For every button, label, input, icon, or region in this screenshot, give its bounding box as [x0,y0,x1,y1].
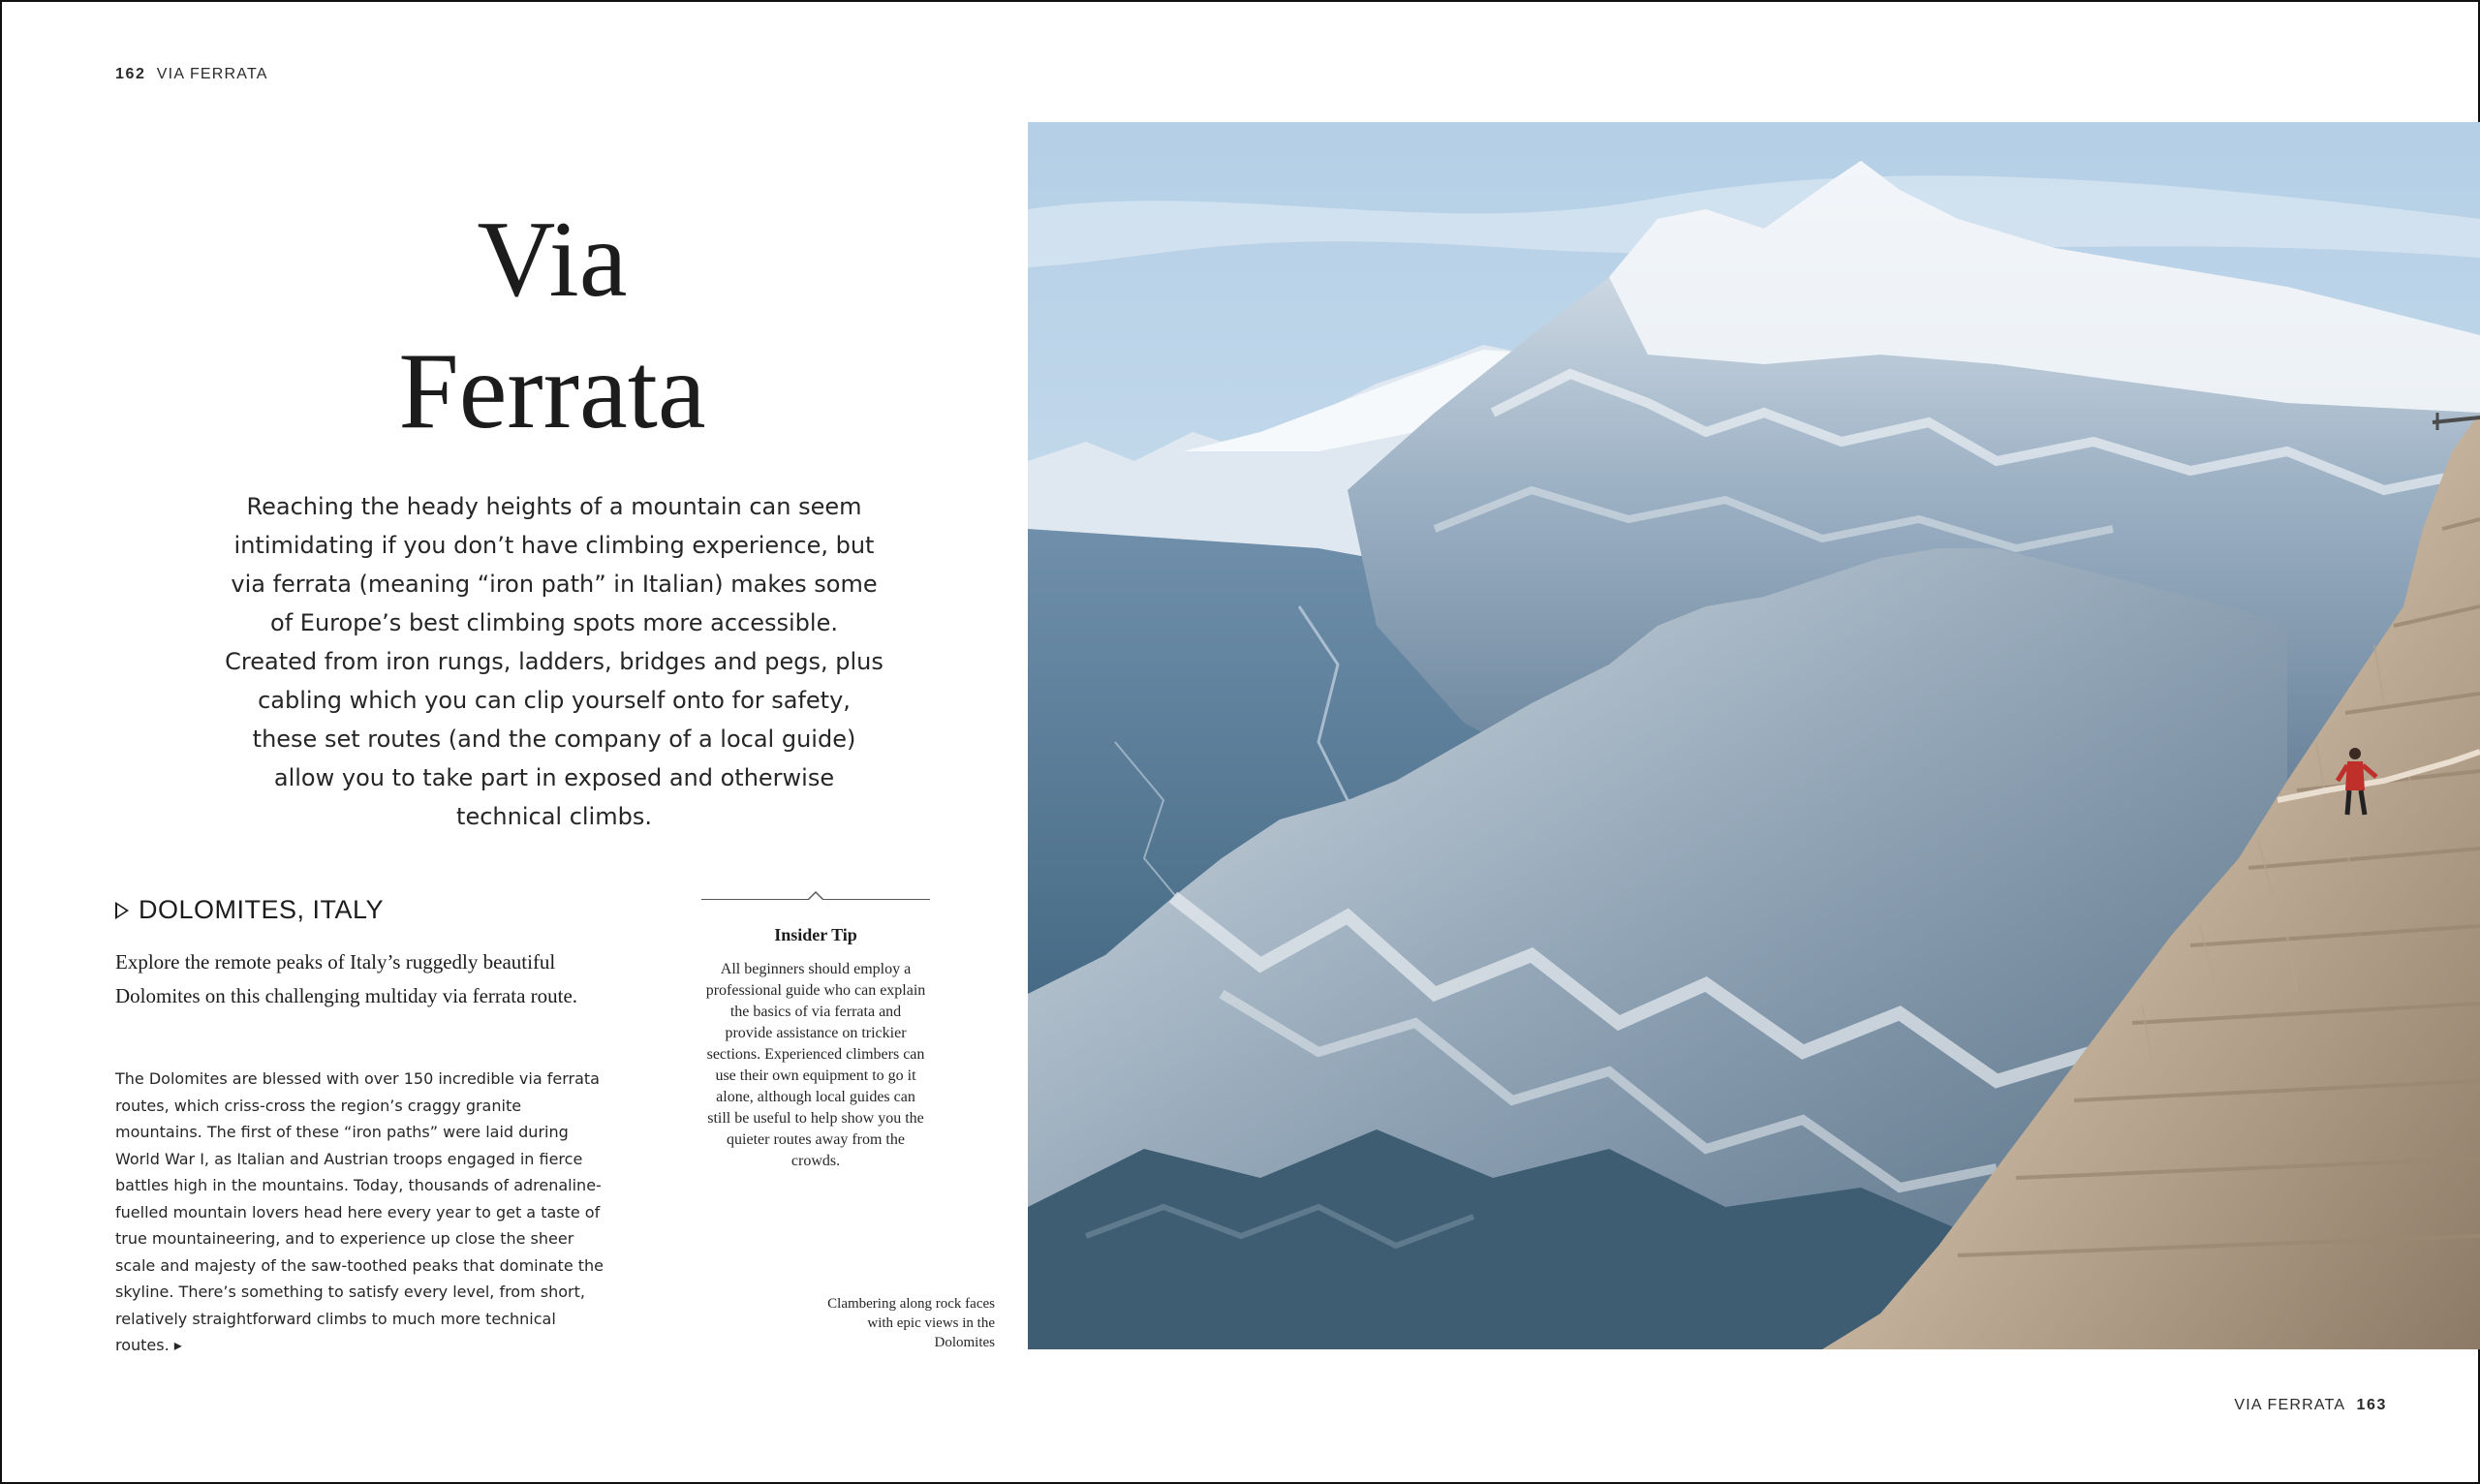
title-line-2: Ferrata [398,331,706,451]
insider-tip-body: All beginners should employ a professional guide who can explain the basics of via ferrata and provide assistance on trickier sections. Experienced climbers can use their own equipment to go it alone, although local guides can still be useful to help show you the quieter routes away from the crowds. [705,961,926,1169]
right-folio [2234,1397,2387,1414]
section-body: The Dolomites are blessed with over 150 incredible via ferrata routes, which criss-cross the region’s craggy granite mountains. The first of these “iron paths” were laid during World War I, as Italian and Austrian troops engaged in fierce battles high in the mountains. Today, thousands of adrenaline-fuelled mountain lovers head here every year to get a taste of true mountaineering, and to experience up close the sheer scale and majesty of the saw-toothed peaks that dominate the skyline. There’s something to satisfy every level, from short, relatively straightforward climbs to much more technical routes. ▸ [115,1069,604,1354]
left-folio [115,66,268,83]
section-heading [115,895,384,925]
title-line-1: Via [477,200,628,320]
intro-paragraph: Reaching the heady heights of a mountain can seem intimidating if you don’t have climbing experience, but via ferrata (meaning “iron path” in Italian) makes some of Europe’s best climbing spots more accessible. Created from iron rungs, ladders, bridges and pegs, plus cabling which you can clip yourself onto for safety, these set routes (and the company of a local guide) allow you to take part in exposed and otherwise technical climbs. [225,493,884,830]
insider-tip-box [701,899,930,1172]
section-heading-text: DOLOMITES, ITALY [139,895,385,924]
mountain-photo [1028,122,2480,1349]
photo-caption: Clambering along rock faces with epic views in the Dolomites [827,1296,995,1350]
insider-tip-title: Insider Tip [774,925,857,944]
tip-notch-icon [808,891,823,899]
left-running-title: VIA FERRATA [156,66,268,82]
page-title [339,194,765,457]
dolomites-landscape-illustration [1028,122,2480,1349]
right-page-number: 163 [2356,1397,2387,1413]
right-running-title: VIA FERRATA [2234,1397,2346,1413]
left-page-number: 162 [115,66,146,82]
triangle-right-outline-icon [115,902,129,919]
section-standfirst: Explore the remote peaks of Italy’s ruggedly beautiful Dolomites on this challenging multiday via ferrata route. [115,950,578,1007]
